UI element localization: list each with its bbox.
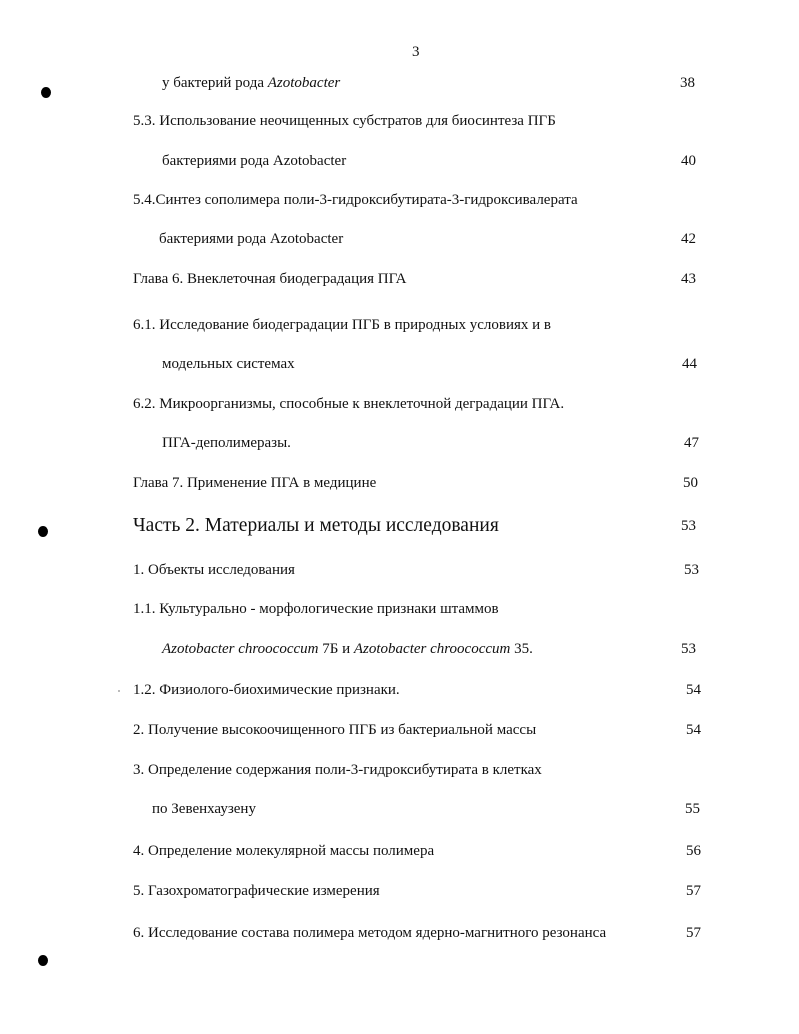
toc-entry-page: 54 (686, 722, 701, 738)
toc-entry (0, 679, 799, 701)
species-name: Azotobacter chroococcum (162, 641, 319, 657)
toc-entry-title: 6. Исследование состава полимера методом ядерно-магнитного резонанса (133, 925, 607, 941)
toc-entry (0, 189, 799, 211)
toc-entry (0, 880, 799, 902)
toc-text-italic: Azotobacter (267, 75, 341, 91)
toc-entry (0, 638, 799, 660)
toc-entry-page: 53 (681, 518, 696, 534)
toc-entry (0, 840, 799, 862)
toc-text: 7Б и (318, 641, 354, 657)
toc-entry (0, 72, 799, 94)
toc-entry-title: 4. Определение молекулярной массы полимера (133, 843, 435, 859)
toc-entry-title: 1.2. Физиолого-биохимические признаки. (133, 682, 400, 698)
toc-entry (0, 559, 799, 581)
toc-entry-title: бактериями рода Azotobacter (162, 153, 347, 169)
toc-entry-page: 44 (682, 356, 697, 372)
toc-entry-page: 47 (684, 435, 699, 451)
toc-entry-page: 38 (680, 75, 695, 91)
toc-entry (0, 759, 799, 781)
toc-entry (0, 150, 799, 172)
toc-entry (0, 393, 799, 415)
toc-entry-title: 2. Получение высокоочищенного ПГБ из бактериальной массы (133, 722, 537, 738)
toc-entry-title: 5. Газохроматографические измерения (133, 883, 380, 899)
toc-entry-title: 3. Определение содержания поли-3-гидроксибутирата в клетках (133, 762, 542, 778)
toc-entry-page: 56 (686, 843, 701, 859)
toc-text: у бактерий рода (162, 75, 268, 91)
toc-entry-title: Глава 7. Применение ПГА в медицине (133, 475, 377, 491)
toc-entry-title: ПГА-деполимеразы. (162, 435, 291, 451)
toc-entry-title (162, 638, 533, 660)
toc-entry (0, 922, 799, 944)
toc-entry-title: бактериями рода Azotobacter (159, 231, 344, 247)
toc-entry (0, 798, 799, 820)
toc-entry-page: 43 (681, 271, 696, 287)
toc-entry-title: модельных системах (162, 356, 295, 372)
toc-entry-title: по Зевенхаузену (152, 801, 256, 817)
toc-entry-title: 5.3. Использование неочищенных субстратов для биосинтеза ПГБ (133, 113, 556, 129)
punch-hole-dot (38, 955, 48, 966)
toc-entry (0, 110, 799, 132)
toc-entry-page: 54 (686, 682, 701, 698)
toc-entry-page: 55 (685, 801, 700, 817)
toc-entry (0, 314, 799, 336)
toc-part-heading (0, 512, 799, 540)
toc-text: 35. (510, 641, 533, 657)
toc-entry-title: 6.2. Микроорганизмы, способные к внеклеточной деградации ПГА. (133, 396, 565, 412)
toc-entry-page: 57 (686, 883, 701, 899)
toc-entry (0, 353, 799, 375)
toc-entry-title (162, 72, 340, 94)
toc-entry-title: 5.4.Синтез сополимера поли-3-гидроксибутирата-3-гидроксивалерата (133, 192, 578, 208)
toc-entry-page: 40 (681, 153, 696, 169)
toc-entry-page: 50 (683, 475, 698, 491)
toc-entry (0, 719, 799, 741)
toc-entry (0, 432, 799, 454)
page-number: 3 (412, 44, 420, 60)
toc-entry-page: 53 (681, 641, 696, 657)
toc-entry (0, 598, 799, 620)
toc-entry (0, 228, 799, 250)
toc-entry-title: Часть 2. Материалы и методы исследования (133, 515, 499, 536)
toc-entry-page: 57 (686, 925, 701, 941)
toc-entry-title: 1.1. Культурально - морфологические признаки штаммов (133, 601, 499, 617)
toc-entry-title: 1. Объекты исследования (133, 562, 295, 578)
toc-entry-title: Глава 6. Внеклеточная биодеградация ПГА (133, 271, 407, 287)
species-name: Azotobacter chroococcum (353, 641, 511, 657)
toc-entry (0, 472, 799, 494)
toc-entry-title: 6.1. Исследование биодеградации ПГБ в природных условиях и в (133, 317, 552, 333)
toc-entry (0, 268, 799, 290)
toc-entry-page: 42 (681, 231, 696, 247)
toc-entry-page: 53 (684, 562, 699, 578)
